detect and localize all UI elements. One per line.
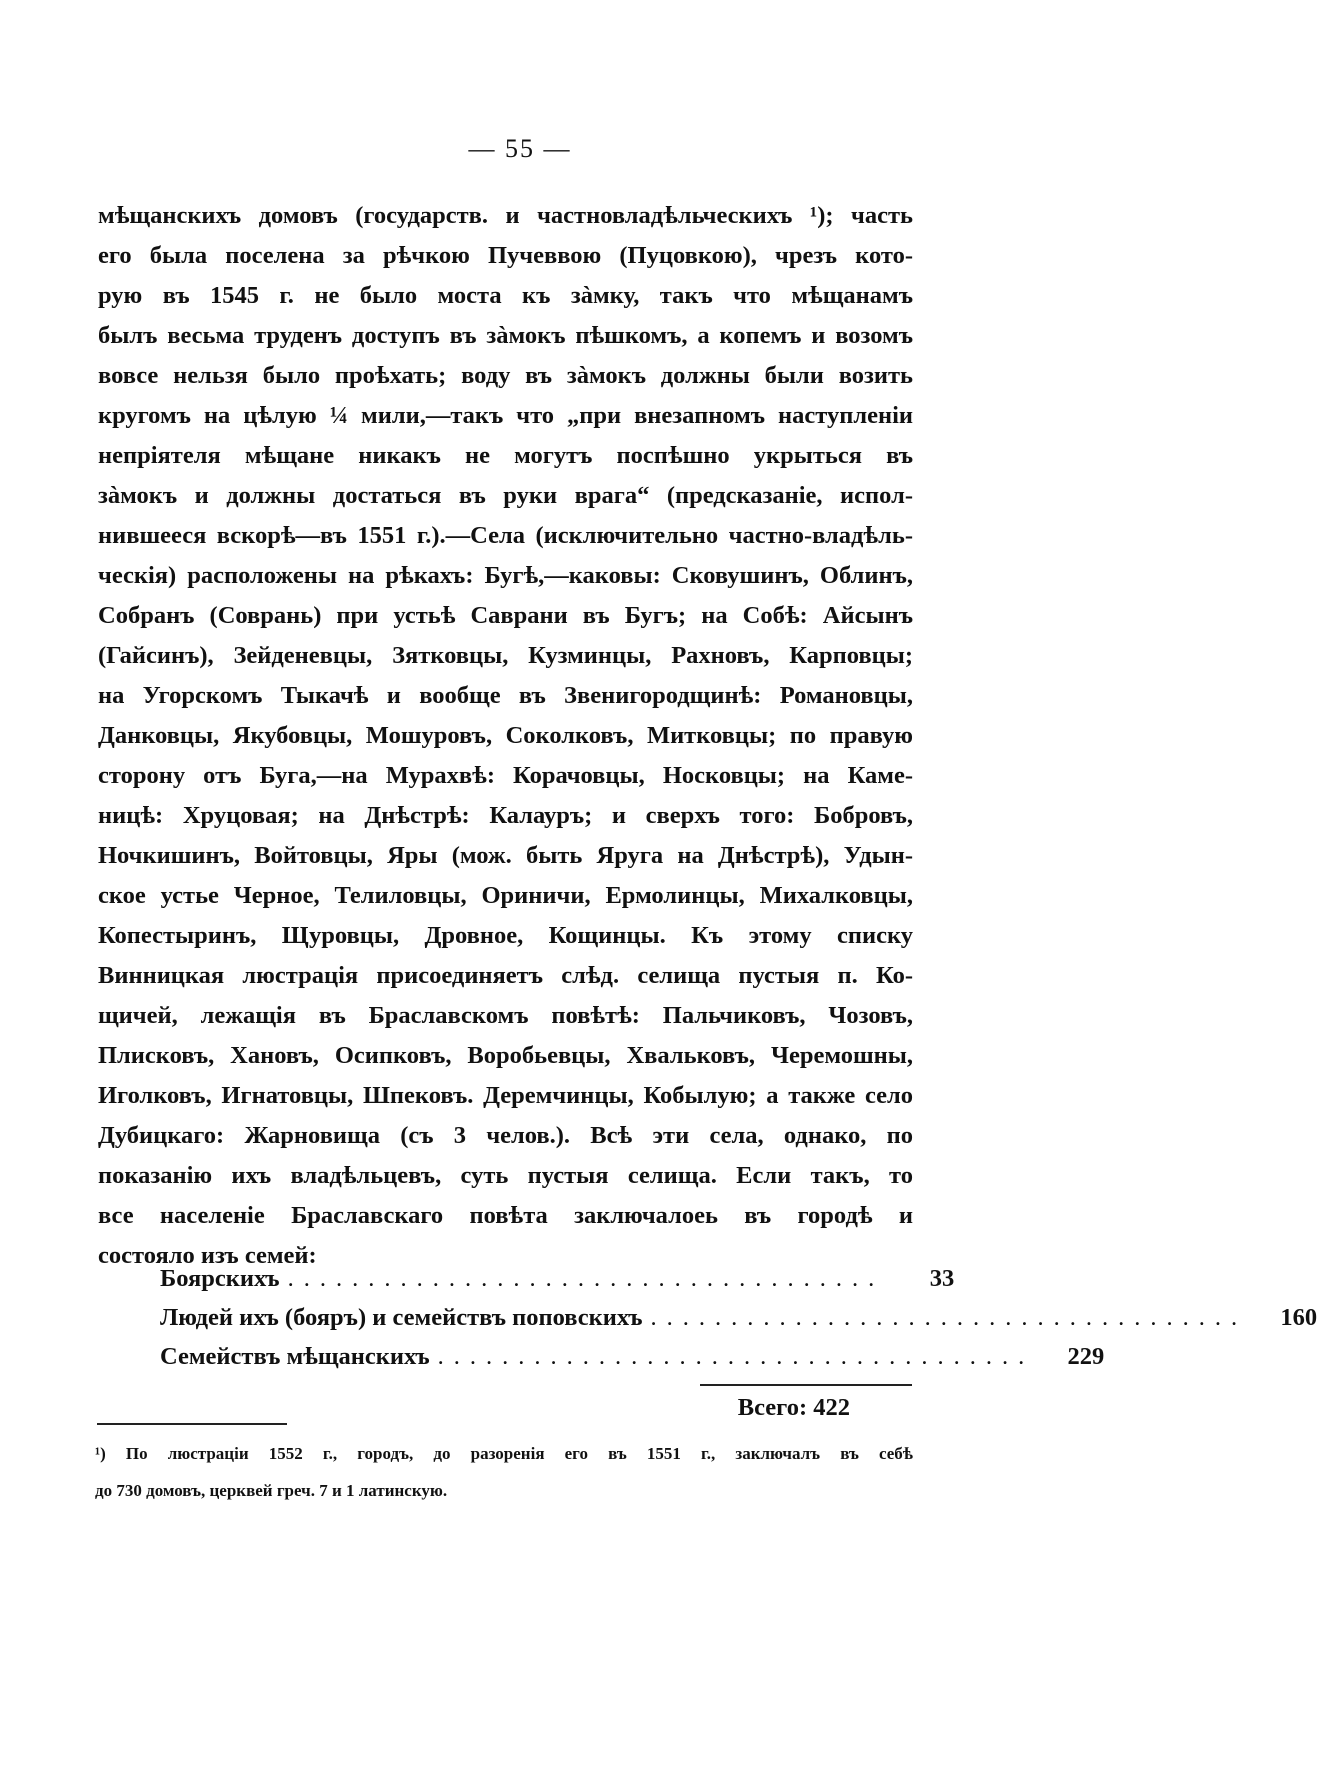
leader-dots: ..................................... — [287, 1265, 885, 1292]
row-label: Боярскихъ — [160, 1265, 280, 1292]
text-line: ческія) расположены на рѣкахъ: Бугѣ,—каковы: Сковушинъ, Облинъ, — [98, 562, 913, 589]
table-row — [160, 1337, 1105, 1377]
text-line: былъ весьма труденъ доступъ въ зàмокъ пѣшкомъ, а копемъ и возомъ — [98, 322, 913, 349]
text-line: вовсе нельзя было проѣхать; воду въ зàмокъ должны были возить — [98, 362, 913, 389]
table-row — [160, 1298, 1317, 1338]
text-line: ское устье Черное, Телиловцы, Ориничи, Ермолинцы, Михалковцы, — [98, 882, 913, 909]
text-line: Винницкая люстрація присоединяетъ слѣд. селища пустыя п. Ко- — [98, 962, 913, 989]
text-line: нившееся вскорѣ—въ 1551 г.).—Села (исключительно частно-владѣль- — [98, 522, 913, 549]
text-line: зàмокъ и должны достаться въ руки врага“ (предсказаніе, испол- — [98, 482, 913, 509]
text-line: Собранъ (Соврань) при устьѣ Саврани въ Бугъ; на Собѣ: Айсынъ — [98, 602, 913, 629]
text-line: рую въ 1545 г. не было моста къ зàмку, такъ что мѣщанамъ — [98, 282, 913, 309]
text-line: Ночкишинъ, Войтовцы, Яры (мож. быть Яруга на Днѣстрѣ), Удын- — [98, 842, 913, 869]
page-number: — 55 — — [468, 134, 572, 163]
text-line: Плисковъ, Хановъ, Осипковъ, Воробьевцы, Хвальковъ, Черемошны, — [98, 1042, 913, 1069]
row-value: 229 — [1067, 1343, 1105, 1370]
row-value: 33 — [929, 1265, 955, 1292]
main-paragraph — [98, 196, 913, 1276]
row-label: Семействъ мѣщанскихъ — [160, 1343, 430, 1370]
footnote-divider — [97, 1423, 287, 1425]
sum-divider — [700, 1384, 912, 1386]
text-line: щичей, лежащія въ Браславскомъ повѣтѣ: Пальчиковъ, Чозовъ, — [98, 1002, 913, 1029]
text-line: ницѣ: Хруцовая; на Днѣстрѣ: Калауръ; и сверхъ того: Бобровъ, — [98, 802, 913, 829]
text-line: все населеніе Браславскаго повѣта заключалоеь въ городѣ и — [98, 1202, 913, 1229]
row-value: 160 — [1280, 1304, 1317, 1331]
text-line: Дубицкаго: Жарновища (съ 3 челов.). Всѣ эти села, однако, по — [98, 1122, 913, 1149]
leader-dots: ..................................... — [437, 1343, 1035, 1370]
footnote-line: ¹) По люстраціи 1552 г., городъ, до разоренія его въ 1551 г., заключалъ въ себѣ — [95, 1444, 913, 1463]
text-line: Копестыринъ, Щуровцы, Дровное, Кощинцы. Къ этому списку — [98, 922, 913, 949]
text-line: (Гайсинъ), Зейденевцы, Зятковцы, Кузминцы, Рахновъ, Карповцы; — [98, 642, 913, 669]
row-label: Людей ихъ (бояръ) и семействъ поповскихъ — [160, 1304, 643, 1331]
text-line: кругомъ на цѣлую ¼ мили,—такъ что „при внезапномъ наступленіи — [98, 402, 913, 429]
text-line: Данковцы, Якубовцы, Мошуровъ, Соколковъ, Митковцы; по правую — [98, 722, 913, 749]
text-line: состояло изъ семей: — [98, 1242, 317, 1269]
text-line: мѣщанскихъ домовъ (государств. и частновладѣльческихъ ¹); часть — [98, 202, 913, 229]
table-row — [160, 1259, 955, 1299]
leader-dots: ..................................... — [650, 1304, 1248, 1331]
text-line: показанію ихъ владѣльцевъ, суть пустыя селища. Если такъ, то — [98, 1162, 913, 1189]
text-line: сторону отъ Буга,—на Мурахвѣ: Корачовцы, Носковцы; на Каме- — [98, 762, 913, 789]
footnote-line: до 730 домовъ, церквей греч. 7 и 1 латинскую. — [95, 1481, 448, 1500]
text-line: непріятеля мѣщане никакъ не могутъ поспѣшно укрыться въ — [98, 442, 913, 469]
table-total: Всего: 422 — [737, 1394, 850, 1421]
text-line: его была поселена за рѣчкою Пучеввою (Пуцовкою), чрезъ кото- — [98, 242, 913, 269]
text-line: Иголковъ, Игнатовцы, Шпековъ. Деремчинцы, Кобылую; а также село — [98, 1082, 913, 1109]
text-line: на Угорскомъ Тыкачѣ и вообще въ Звенигородщинѣ: Романовцы, — [98, 682, 913, 709]
